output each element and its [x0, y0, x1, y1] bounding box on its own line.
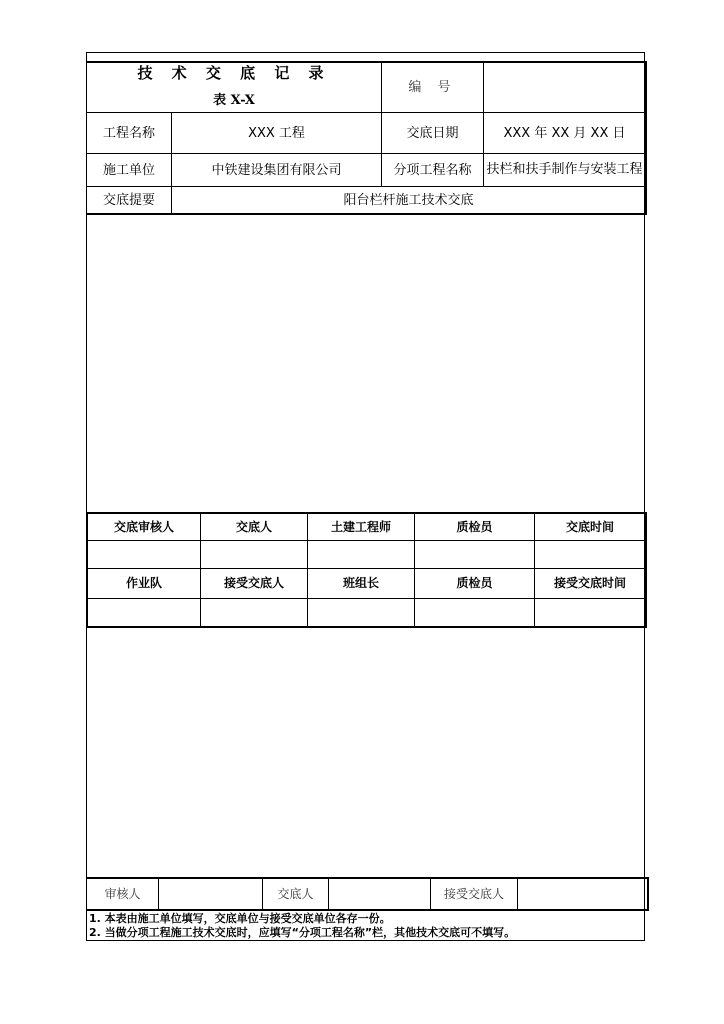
sub-project-label: 分项工程名称: [393, 162, 472, 178]
sign-field-civil-engineer[interactable]: [308, 541, 414, 568]
date-label: 交底日期: [406, 125, 459, 141]
project-name-value: XXX 工程: [248, 125, 305, 141]
sign-field-inspector[interactable]: [415, 541, 534, 568]
sign-label-disclosure-time: 交底时间: [565, 519, 614, 534]
sign-field-team-leader[interactable]: [308, 599, 414, 626]
sign-field-receiver[interactable]: [201, 599, 307, 626]
number-value-field[interactable]: [484, 62, 645, 112]
footer-discloser-field[interactable]: [329, 879, 430, 909]
footer-receiver-label: 接受交底人: [443, 886, 504, 901]
note-1: 1. 本表由施工单位填写，交底单位与接受交底单位各存一份。: [89, 912, 391, 925]
note-2: 2. 当做分项工程施工技术交底时，应填写“分项工程名称”栏，其他技术交底可不填写。: [89, 926, 516, 939]
footer-bottom-line: [86, 909, 649, 911]
footer-reviewer-label: 审核人: [104, 886, 141, 901]
footer-discloser-label: 交底人: [277, 886, 314, 901]
unit-value: 中铁建设集团有限公司: [211, 162, 342, 178]
sign-label-discloser: 交底人: [235, 519, 272, 534]
sub-project-value: 扶栏和扶手制作与安装工程: [486, 162, 643, 177]
sign-label-civil-engineer: 土建工程师: [330, 519, 391, 534]
number-label: 编 号: [408, 79, 457, 95]
form-number-code: 表 X-X: [213, 92, 255, 108]
sign-field-discloser[interactable]: [201, 541, 307, 568]
disclosure-content-area[interactable]: [87, 215, 644, 511]
sign-label-receiver: 接受交底人: [223, 576, 284, 590]
footer-receiver-field[interactable]: [518, 879, 646, 909]
sign-field-work-team[interactable]: [88, 599, 200, 626]
form-title: 技 术 交 底 记 录: [137, 63, 331, 82]
summary-value: 阳台栏杆施工技术交底: [343, 192, 474, 208]
header-right-thick: [645, 61, 647, 214]
sign-label-work-team: 作业队: [125, 576, 162, 590]
sign-label-team-leader: 班组长: [342, 576, 379, 590]
sign-field-reviewer[interactable]: [88, 541, 200, 568]
date-value: XXX 年 XX 月 XX 日: [503, 125, 626, 141]
sign-field-inspector-2[interactable]: [415, 599, 534, 626]
sign-label-inspector-2: 质检员: [456, 576, 493, 590]
unit-label: 施工单位: [102, 162, 155, 178]
summary-label: 交底提要: [102, 192, 155, 208]
sign-field-disclosure-time[interactable]: [535, 541, 645, 568]
footer-right-thick: [647, 877, 649, 911]
sign-bottom-line: [86, 626, 647, 628]
project-name-label: 工程名称: [102, 125, 155, 141]
sign-label-reviewer: 交底审核人: [113, 519, 174, 534]
sign-label-inspector: 质检员: [456, 519, 493, 534]
footer-reviewer-field[interactable]: [159, 879, 262, 909]
sign-right-thick: [645, 512, 647, 628]
sign-label-receive-time: 接受交底时间: [553, 576, 626, 590]
sign-field-receive-time[interactable]: [535, 599, 645, 626]
